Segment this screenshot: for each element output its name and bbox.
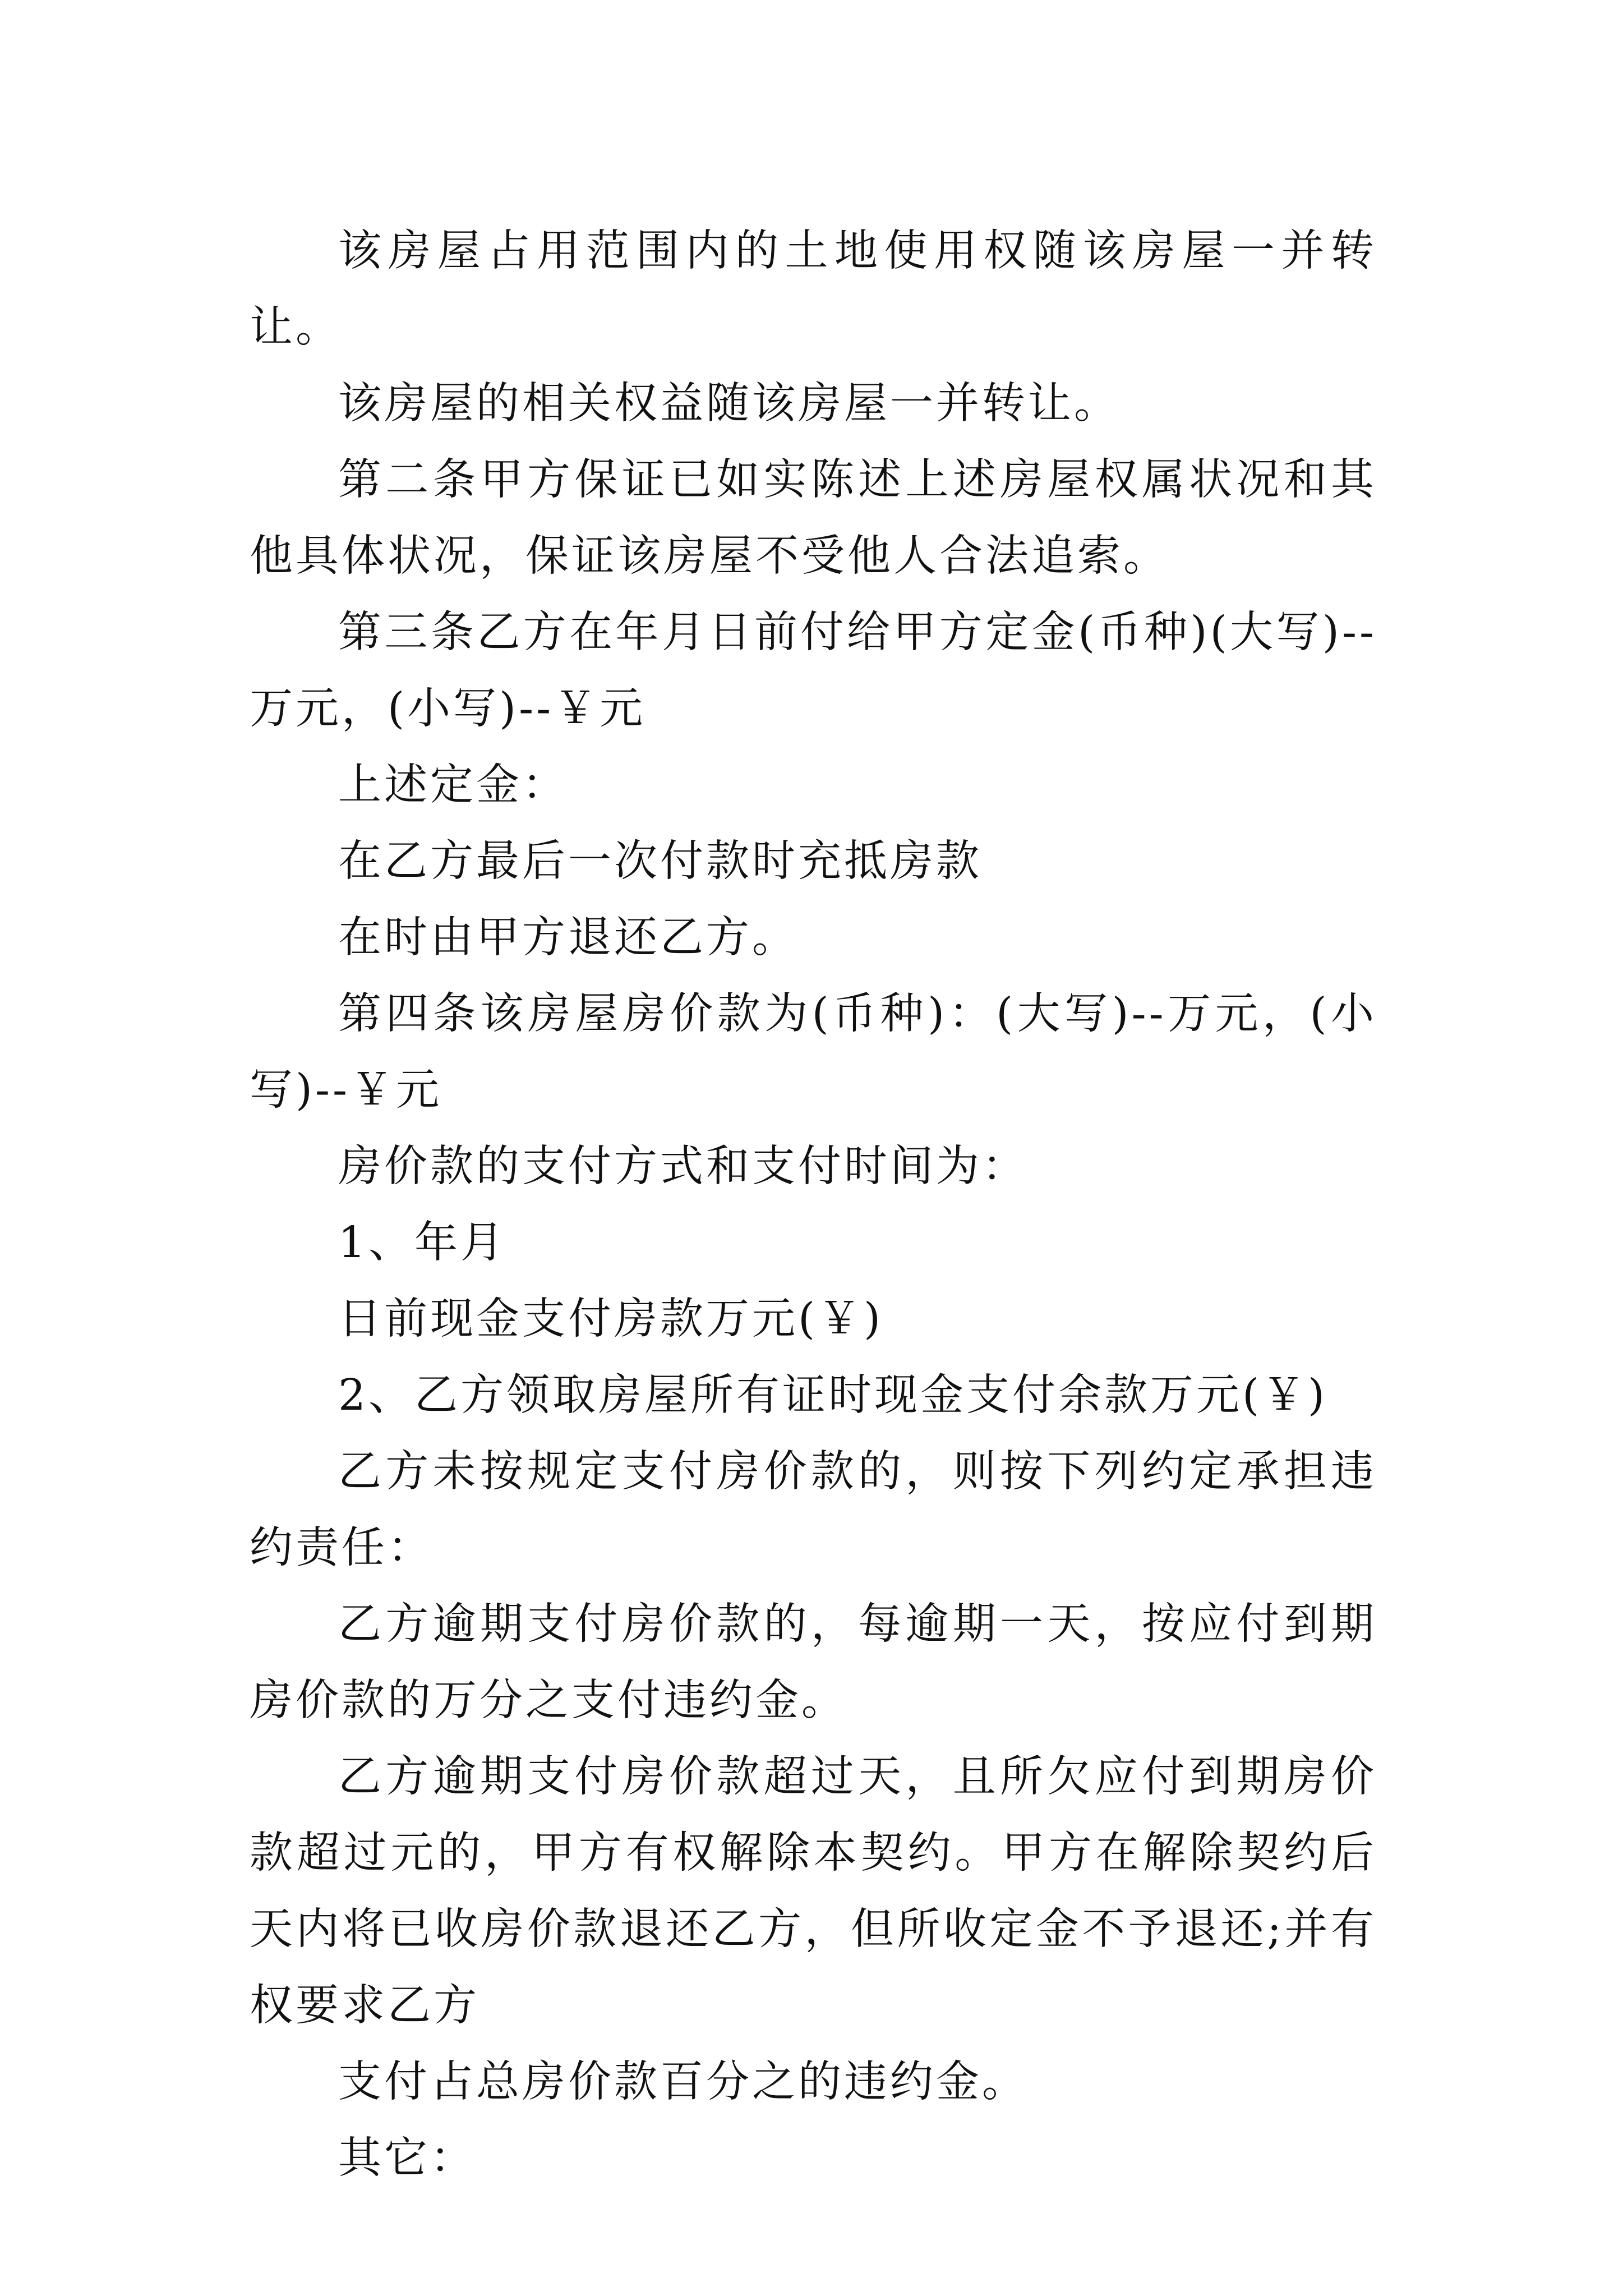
paragraph: 日前现金支付房款万元(￥) bbox=[338, 1294, 884, 1344]
paragraph: 支付占总房价款百分之的违约金。 bbox=[338, 2057, 1028, 2107]
paragraph: 第三条乙方在年月日前付给甲方定金(币种)(大写)--万元，(小写)--￥元 bbox=[250, 608, 1377, 734]
paragraph: 乙方逾期支付房价款超过天，且所欠应付到期房价款超过元的，甲方有权解除本契约。甲方在解除契约后天内将已收房价款退还乙方，但所收定金不予退还;并有权要求乙方 bbox=[250, 1752, 1377, 2031]
paragraph: 该房屋的相关权益随该房屋一并转让。 bbox=[338, 379, 1120, 429]
paragraph: 乙方逾期支付房价款的，每逾期一天，按应付到期房价款的万分之支付违约金。 bbox=[250, 1599, 1377, 1726]
paragraph: 房价款的支付方式和支付时间为： bbox=[338, 1142, 1028, 1191]
paragraph: 1、年月 bbox=[338, 1218, 506, 1268]
paragraph: 第二条甲方保证已如实陈述上述房屋权属状况和其他具体状况，保证该房屋不受他人合法追索。 bbox=[250, 455, 1377, 581]
paragraph: 在时由甲方退还乙方。 bbox=[338, 913, 798, 963]
document-body bbox=[250, 213, 1377, 2197]
paragraph: 2、乙方领取房屋所有证时现金支付余款万元(￥) bbox=[338, 1370, 1328, 1420]
paragraph: 第四条该房屋房价款为(币种)：(大写)--万元，(小写)--￥元 bbox=[250, 989, 1377, 1115]
paragraph: 该房屋占用范围内的土地使用权随该房屋一并转让。 bbox=[250, 226, 1377, 352]
paragraph: 其它： bbox=[338, 2133, 476, 2183]
paragraph: 在乙方最后一次付款时充抵房款 bbox=[338, 836, 982, 886]
paragraph: 上述定金： bbox=[338, 760, 568, 810]
paragraph: 乙方未按规定支付房价款的，则按下列约定承担违约责任： bbox=[250, 1447, 1377, 1573]
